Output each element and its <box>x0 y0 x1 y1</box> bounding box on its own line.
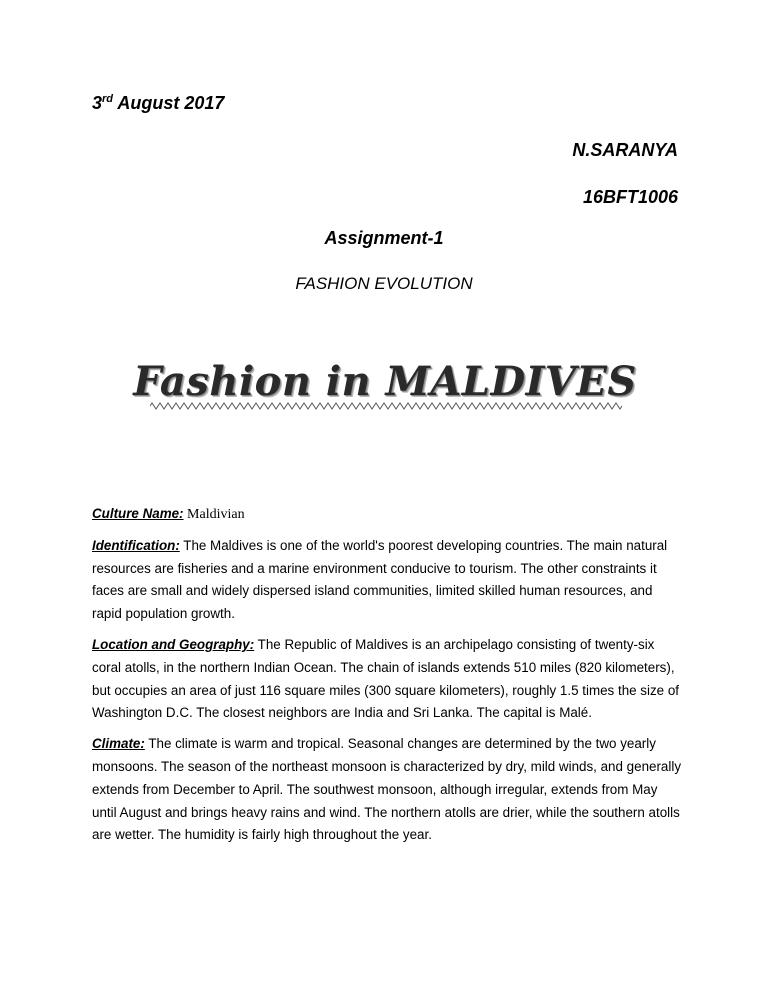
date-day: 3 <box>92 93 103 113</box>
date-suffix: rd <box>102 93 114 105</box>
culture-text: Maldivian <box>183 507 245 522</box>
identification-label: Identification: <box>92 537 180 553</box>
document-title: Fashion in MALDIVES <box>133 358 637 405</box>
climate-label: Climate: <box>92 736 145 752</box>
date <box>92 93 224 114</box>
culture-paragraph <box>92 503 682 527</box>
document-body <box>92 503 682 855</box>
identification-paragraph <box>92 535 682 626</box>
climate-paragraph <box>92 733 682 847</box>
spellcheck-underline <box>150 402 622 410</box>
location-paragraph <box>92 634 682 725</box>
location-text: The Republic of Maldives is an archipelago consisting of twenty-six coral atolls, in the northern Indian Ocean. The chain of islands extends 510 miles (820 kilometers), but occupies an area of just 116 square miles (300 square kilometers), roughly 1.5 times the size of Washington D.C. The closest neighbors are India and Sri Lanka. The capital is Malé. <box>92 636 680 721</box>
date-rest: August 2017 <box>113 93 225 113</box>
location-label: Location and Geography: <box>92 636 255 652</box>
subject-label: FASHION EVOLUTION <box>295 274 473 293</box>
assignment-label: Assignment-1 <box>324 228 444 248</box>
culture-label: Culture Name: <box>92 506 184 521</box>
identification-text: The Maldives is one of the world's poorest developing countries. The main natural resources are fisheries and a marine environment conducive to tourism. The other constraints it faces are small and widely dispersed island communities, limited skilled human resources, and rapid population growth. <box>92 537 668 622</box>
roll-number: 16BFT1006 <box>582 187 678 207</box>
author-name: N.SARANYA <box>572 140 678 160</box>
climate-text: The climate is warm and tropical. Seasonal changes are determined by the two yearly monsoons. The season of the northeast monsoon is characterized by dry, mild winds, and generally extends from December to April. The southwest monsoon, although irregular, extends from May until August and brings heavy rains and wind. The northern atolls are drier, while the southern atolls are wetter. The humidity is fairly high throughout the year. <box>92 736 682 843</box>
